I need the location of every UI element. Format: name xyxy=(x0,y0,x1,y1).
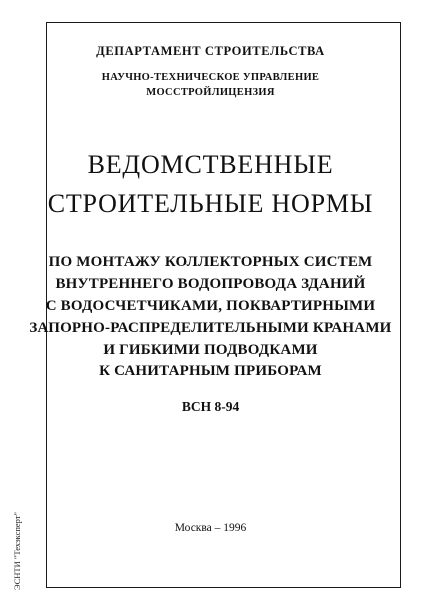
description-line-3: С ВОДОСЧЕТЧИКАМИ, ПОКВАРТИРНЫМИ xyxy=(45,298,376,314)
directorate-line-2: МОССТРОЙЛИЦЕНЗИЯ xyxy=(146,87,275,98)
directorate-line-1: НАУЧНО-ТЕХНИЧЕСКОЕ УПРАВЛЕНИЕ xyxy=(101,72,320,83)
description-line-6: К САНИТАРНЫМ ПРИБОРАМ xyxy=(99,363,322,379)
description-line-2: ВНУТРЕННЕГО ВОДОПРОВОДА ЗДАНИЙ xyxy=(55,276,366,292)
place-and-year: Москва – 1996 xyxy=(174,522,247,534)
description-line-5: И ГИБКИМИ ПОДВОДКАМИ xyxy=(103,342,318,358)
description-line-1: ПО МОНТАЖУ КОЛЛЕКТОРНЫХ СИСТЕМ xyxy=(48,254,373,270)
document-title-line-2: СТРОИТЕЛЬНЫЕ НОРМЫ xyxy=(47,189,374,218)
description-line-4: ЗАПОРНО-РАСПРЕДЕЛИТЕЛЬНЫМИ КРАНАМИ xyxy=(29,320,392,336)
document-title-line-1: ВЕДОМСТВЕННЫЕ xyxy=(87,150,334,179)
side-stamp-text: ЭСНТИ "Техэксперт" xyxy=(12,512,22,590)
document-code: ВСН 8-94 xyxy=(181,399,240,414)
department-heading: ДЕПАРТАМЕНТ СТРОИТЕЛЬСТВА xyxy=(96,44,325,58)
